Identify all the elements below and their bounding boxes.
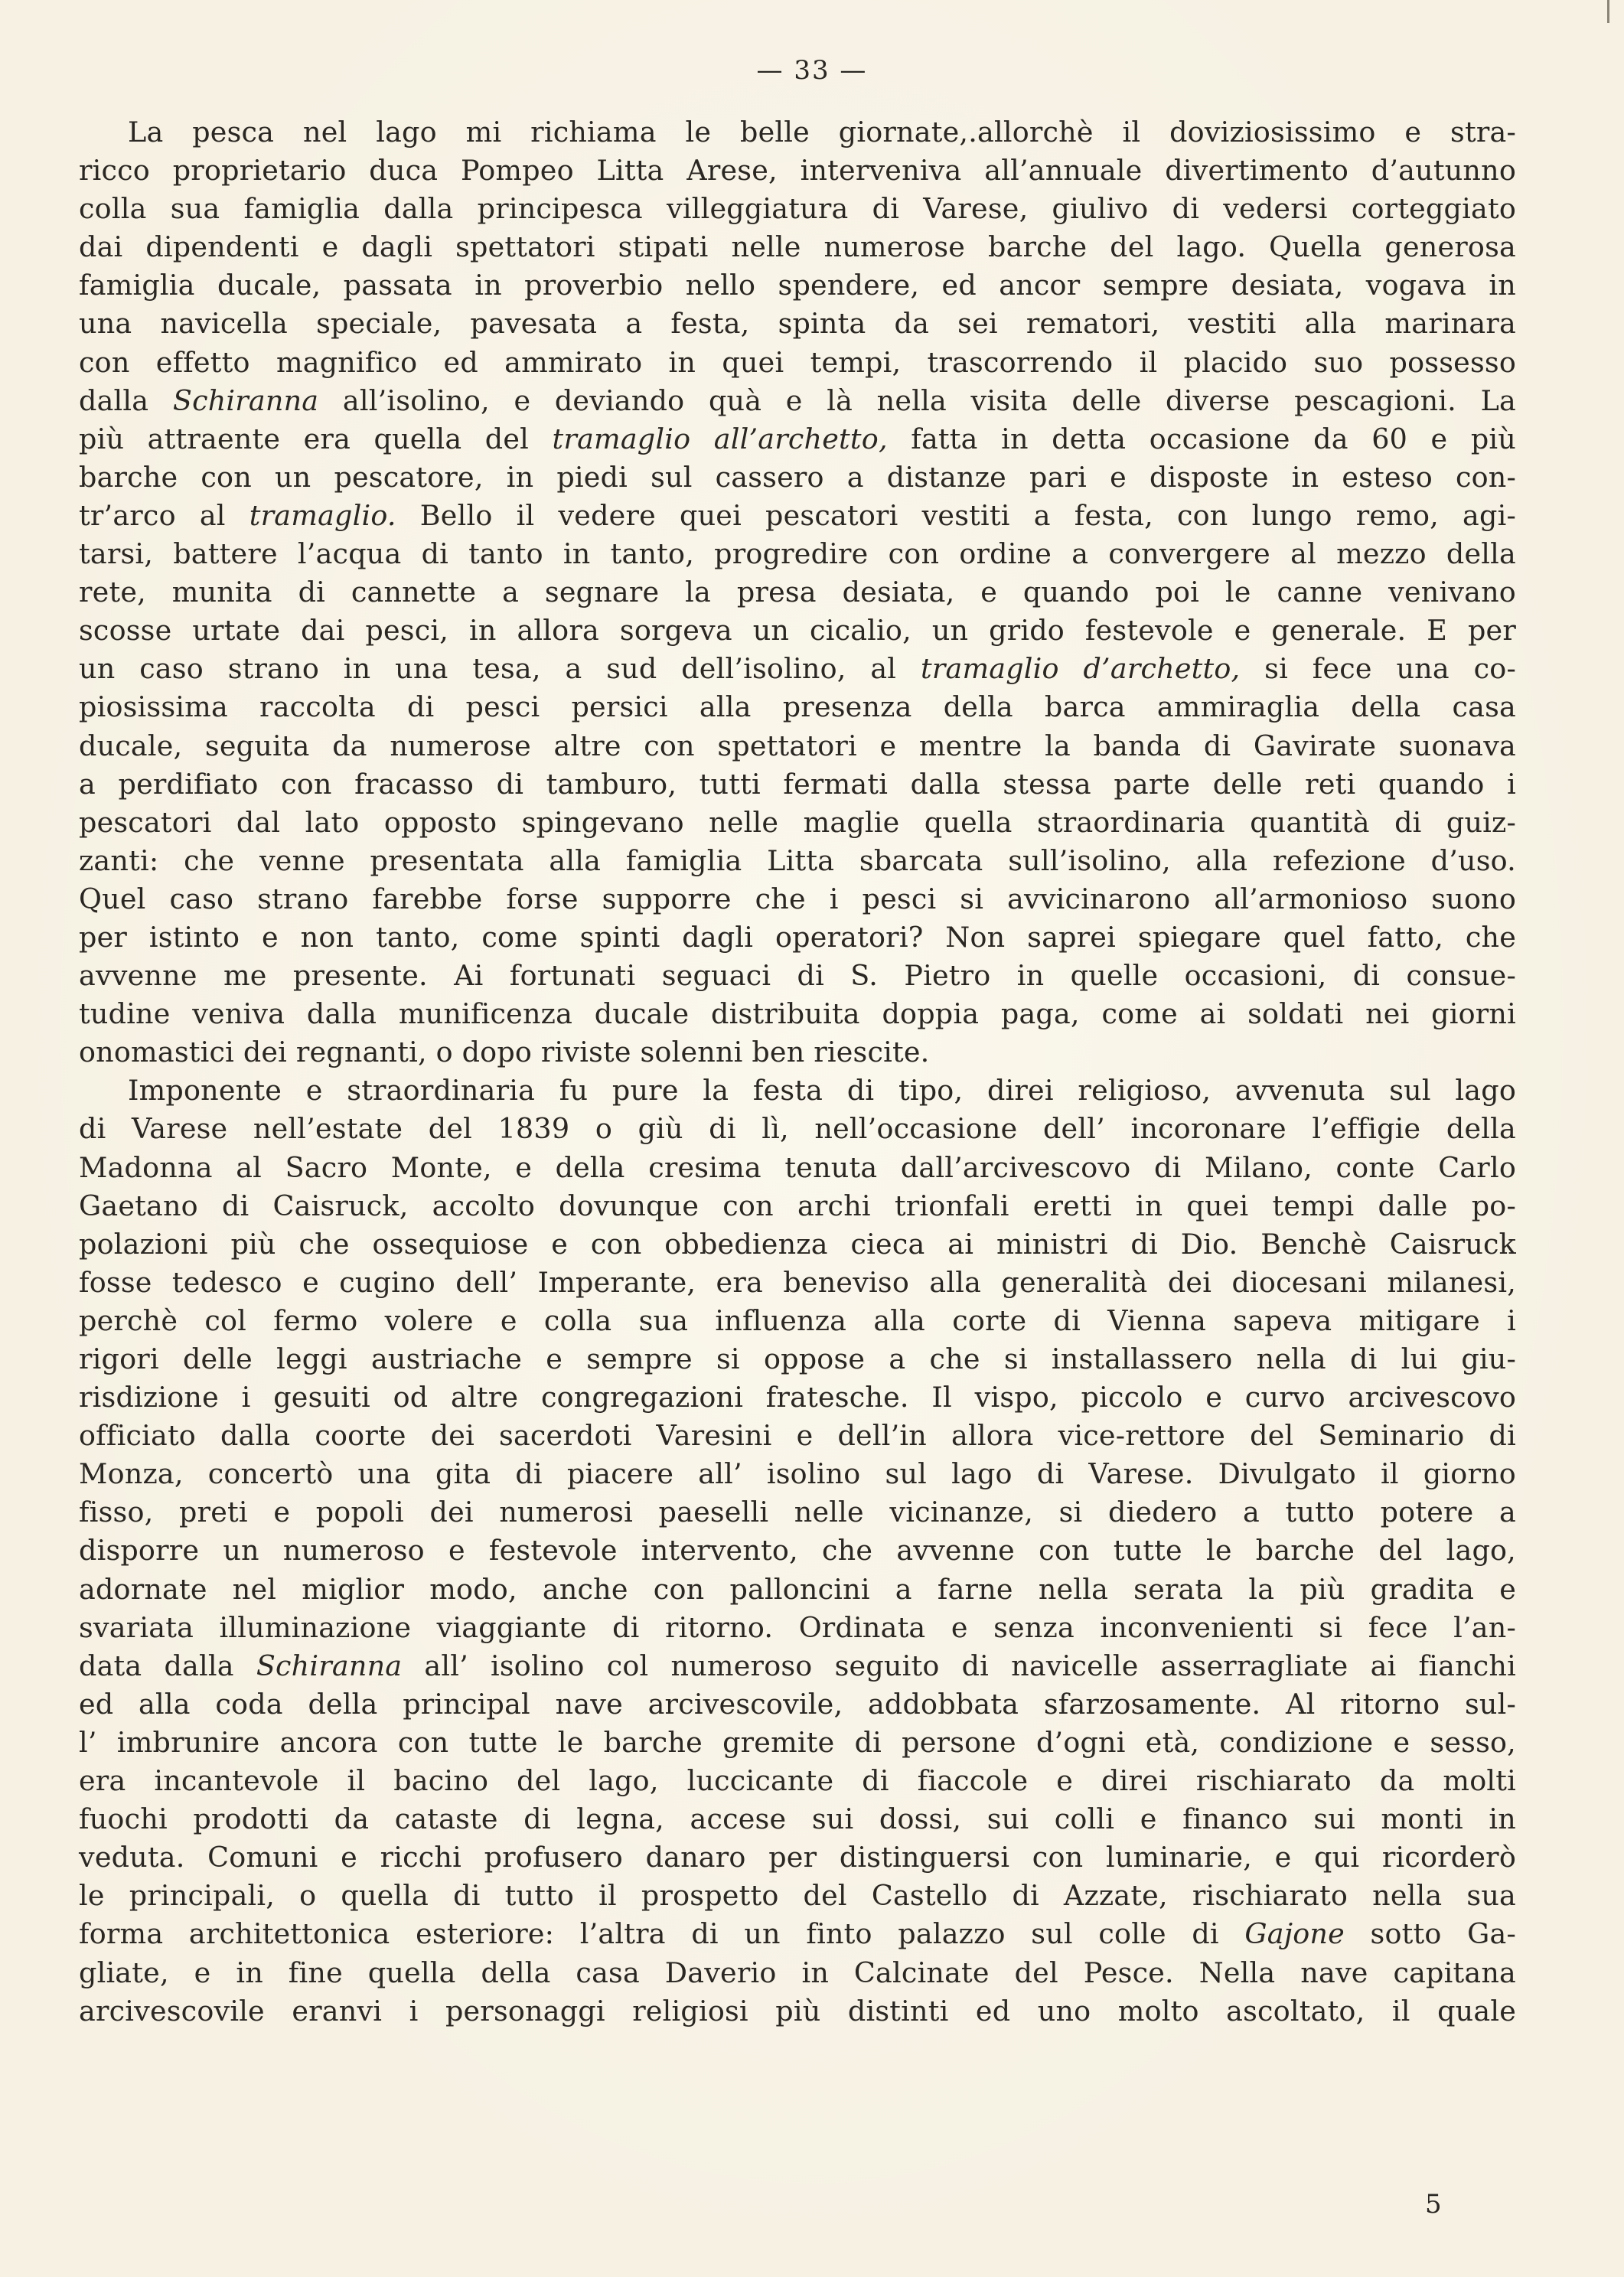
text-line [79, 1800, 1516, 1838]
text-segment: scosse urtate dai pesci, in allora sorgeva un cicalio, un grido festevole e generale. E per [79, 614, 1516, 648]
text-line [79, 1609, 1516, 1647]
text-line [79, 228, 1516, 266]
text-line [79, 1532, 1516, 1570]
text-line [79, 1302, 1516, 1340]
text-segment: all’isolino, e deviando quà e là nella visita delle diverse pescagioni. La [318, 383, 1516, 417]
text-segment: si fece una co- [1240, 652, 1516, 686]
text-line [79, 1187, 1516, 1225]
text-segment: di Varese nell’estate del 1839 o giù di lì, nell’occasione dell’ incoronare l’effigie della [79, 1112, 1516, 1146]
text-line [79, 344, 1516, 382]
text-line [79, 1724, 1516, 1762]
text-line [79, 1992, 1516, 2031]
text-line [79, 1685, 1516, 1724]
text-line [79, 727, 1516, 765]
signature-mark: 5 [1425, 2189, 1442, 2220]
text-segment: più attraente era quella del [79, 422, 553, 455]
text-segment: barche con un pescatore, in piedi sul cassero a distanze pari e disposte in esteso con- [79, 460, 1516, 494]
text-line [79, 612, 1516, 650]
text-line [79, 804, 1516, 842]
text-line [79, 1072, 1516, 1110]
text-segment: arcivescovile eranvi i personaggi religiosi più distinti ed uno molto ascoltato, il quale [79, 1994, 1516, 2027]
text-segment: all’ isolino col numeroso seguito di navicelle asserragliate ai fianchi [402, 1649, 1516, 1682]
text-segment: le principali, o quella di tutto il prospetto del Castello di Azzate, rischiarato nella sua [79, 1879, 1516, 1913]
text-segment: Imponente e straordinaria fu pure la festa di tipo, direi religioso, avvenuta sul lago [128, 1074, 1516, 1108]
text-line [79, 573, 1516, 612]
text-line [79, 1417, 1516, 1455]
text-segment: tr’arco al [79, 498, 249, 532]
text-segment: veduta. Comuni e ricchi profusero danaro per distinguersi con luminarie, e qui ricorderò [79, 1841, 1516, 1874]
text-segment: zanti: che venne presentata alla famiglia Litta sbarcata sull’isolino, alla refezione d’uso. [79, 843, 1516, 877]
text-segment: era incantevole il bacino del lago, luccicante di fiaccole e direi rischiarato da molti [79, 1764, 1516, 1798]
text-segment: Gaetano di Caisruck, accolto dovunque con archi trionfali eretti in quei tempi dalle po- [79, 1189, 1516, 1222]
italic-term: tramaglio d’archetto, [920, 652, 1241, 686]
text-line [79, 458, 1516, 497]
text-segment: fosse tedesco e cugino dell’ Imperante, era beneviso alla generalità dei diocesani milanesi, [79, 1265, 1516, 1299]
edge-mark [1607, 0, 1609, 23]
text-line [79, 266, 1516, 305]
page-number: — 33 — [756, 55, 868, 86]
text-segment: con effetto magnifico ed ammirato in quei tempi, trascorrendo il placido suo possesso [79, 345, 1516, 379]
text-segment: piosissima raccolta di pesci persici alla presenza della barca ammiraglia della casa [79, 690, 1516, 724]
text-line [79, 1455, 1516, 1493]
text-segment: Monza, concertò una gita di piacere all’ isolino sul lago di Varese. Divulgato il giorno [79, 1457, 1516, 1491]
text-line [79, 765, 1516, 804]
text-segment: Madonna al Sacro Monte, e della cresima tenuta dall’arcivescovo di Milano, conte Carlo [79, 1150, 1516, 1184]
text-segment: svariata illuminazione viaggiante di ritorno. Ordinata e senza inconvenienti si fece l’an- [79, 1610, 1516, 1644]
text-line [79, 1493, 1516, 1532]
text-line [79, 152, 1516, 190]
text-segment: Quel caso strano farebbe forse supporre che i pesci si avvicinarono all’armonioso suono [79, 882, 1516, 915]
text-line [79, 420, 1516, 458]
text-segment: gliate, e in fine quella della casa Daverio in Calcinate del Pesce. Nella nave capitana [79, 1956, 1516, 1989]
text-segment: fisso, preti e popoli dei numerosi paeselli nelle vicinanze, si diedero a tutto potere a [79, 1496, 1516, 1529]
text-segment: La pesca nel lago mi richiama le belle giornate,.allorchè il doviziosissimo e stra- [128, 116, 1516, 148]
text-line [79, 1838, 1516, 1877]
text-segment: onomastici dei regnanti, o dopo riviste solenni ben riescite. [79, 1036, 930, 1069]
text-segment: una navicella speciale, pavesata a festa, spinta da sei rematori, vestiti alla marinara [79, 307, 1516, 341]
text-line [79, 688, 1516, 726]
text-segment: pescatori dal lato opposto spingevano nelle maglie quella straordinaria quantità di guiz- [79, 805, 1516, 839]
text-segment: un caso strano in una tesa, a sud dell’isolino, al [79, 652, 921, 686]
text-line [79, 1033, 1516, 1072]
italic-term: tramaglio. [249, 498, 396, 532]
text-line [79, 995, 1516, 1033]
text-segment: fatta in detta occasione da 60 e più [887, 422, 1516, 455]
text-line [79, 1571, 1516, 1609]
text-segment: adornate nel miglior modo, anche con palloncini a farne nella serata la più gradita e [79, 1572, 1516, 1606]
text-line [79, 497, 1516, 535]
text-segment: rigori delle leggi austriache e sempre si oppose a che si installassero nella di lui giu- [79, 1342, 1516, 1375]
text-line [79, 650, 1516, 688]
text-line [79, 1877, 1516, 1915]
text-segment: famiglia ducale, passata in proverbio nello spendere, ed ancor sempre desiata, vogava in [79, 269, 1516, 302]
text-line [79, 842, 1516, 880]
text-segment: per istinto e non tanto, come spinti dagli operatori? Non saprei spiegare quel fatto, che [79, 920, 1516, 954]
text-line [79, 113, 1516, 152]
text-line [79, 957, 1516, 995]
text-segment: forma architettonica esteriore: l’altra di un finto palazzo sul colle di [79, 1917, 1245, 1951]
text-segment: ricco proprietario duca Pompeo Litta Arese, interveniva all’annuale divertimento d’autunno [79, 154, 1516, 188]
text-line [79, 382, 1516, 420]
text-line [79, 1225, 1516, 1264]
text-line [79, 1110, 1516, 1148]
text-segment: disporre un numeroso e festevole intervento, che avvenne con tutte le barche del lago, [79, 1534, 1516, 1567]
text-segment: risdizione i gesuiti od altre congregazioni fratesche. Il vispo, piccolo e curvo arcivescovo [79, 1381, 1516, 1414]
text-segment: ducale, seguita da numerose altre con spettatori e mentre la banda di Gavirate suonava [79, 729, 1516, 762]
text-line [79, 880, 1516, 918]
text-segment: tudine veniva dalla munificenza ducale distribuita doppia paga, come ai soldati nei giorni [79, 997, 1516, 1031]
text-line [79, 1149, 1516, 1187]
text-line [79, 1264, 1516, 1302]
text-line [79, 918, 1516, 957]
text-segment: officiato dalla coorte dei sacerdoti Varesini e dell’in allora vice-rettore del Seminario di [79, 1419, 1516, 1453]
text-segment: a perdifiato con fracasso di tamburo, tutti fermati dalla stessa parte delle reti quando i [79, 767, 1516, 801]
italic-term: Schiranna [172, 383, 319, 417]
text-line [79, 535, 1516, 573]
text-segment: sotto Ga- [1344, 1917, 1516, 1951]
text-line [79, 305, 1516, 343]
text-segment: rete, munita di cannette a segnare la presa desiata, e quando poi le canne venivano [79, 576, 1516, 609]
italic-term: tramaglio all’archetto, [552, 422, 888, 455]
text-segment: colla sua famiglia dalla principesca villeggiatura di Varese, giulivo di vedersi corteggiato [79, 192, 1516, 226]
text-segment: avvenne me presente. Ai fortunati seguaci di S. Pietro in quelle occasioni, di consue- [79, 959, 1516, 993]
text-segment: tarsi, battere l’acqua di tanto in tanto, progredire con ordine a convergere al mezzo della [79, 537, 1516, 571]
text-line [79, 190, 1516, 228]
text-line [79, 1915, 1516, 1953]
text-line [79, 1647, 1516, 1685]
text-segment: Bello il vedere quei pescatori vestiti a festa, con lungo remo, agi- [396, 498, 1516, 532]
text-line [79, 1954, 1516, 1992]
text-line [79, 1340, 1516, 1378]
text-segment: dalla [79, 383, 173, 417]
italic-term: Schiranna [256, 1649, 403, 1682]
italic-term: Gajone [1244, 1917, 1345, 1951]
text-segment: polazioni più che ossequiose e con obbedienza cieca ai ministri di Dio. Benchè Caisruck [79, 1227, 1516, 1261]
text-line [79, 1378, 1516, 1417]
text-segment: ed alla coda della principal nave arcivescovile, addobbata sfarzosamente. Al ritorno sul- [79, 1687, 1516, 1721]
text-line [79, 1762, 1516, 1800]
body-text [79, 113, 1516, 2031]
text-segment: fuochi prodotti da cataste di legna, accese sui dossi, sui colli e financo sui monti in [79, 1802, 1516, 1836]
text-segment: dai dipendenti e dagli spettatori stipati nelle numerose barche del lago. Quella generosa [79, 230, 1516, 264]
text-segment: data dalla [79, 1649, 256, 1682]
text-segment: perchè col fermo volere e colla sua influenza alla corte di Vienna sapeva mitigare i [79, 1303, 1516, 1337]
text-segment: l’ imbrunire ancora con tutte le barche gremite di persone d’ogni età, condizione e sesso, [79, 1725, 1516, 1759]
